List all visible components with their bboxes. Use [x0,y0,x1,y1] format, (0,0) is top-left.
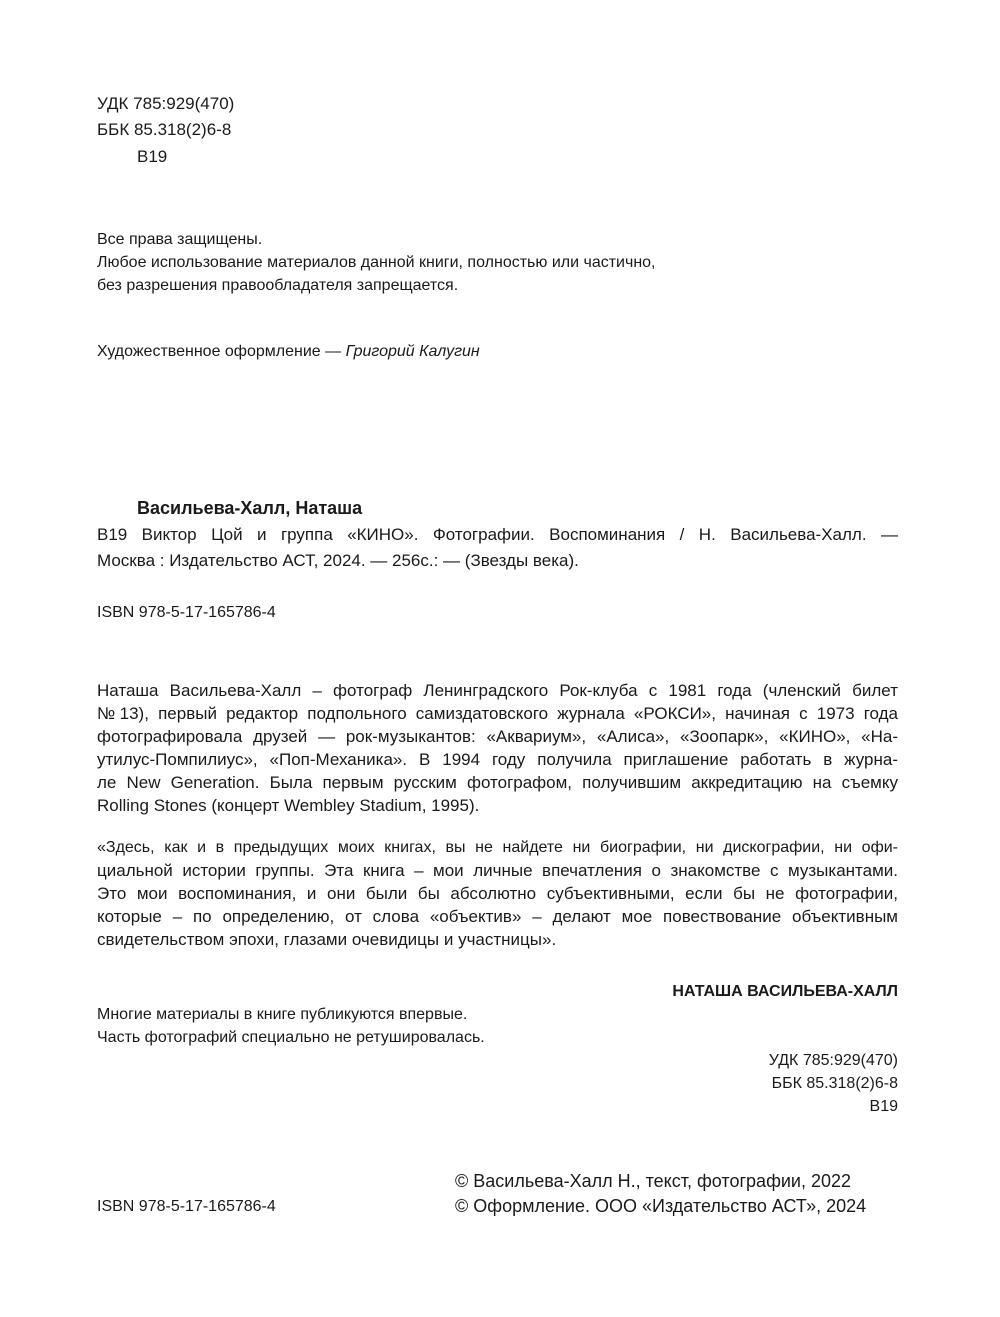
udk-code: УДК 785:929(470) [768,1052,898,1069]
copyright-line: © Оформление. ООО «Издательство АСТ», 2024 [455,1196,867,1216]
quote-line: циальной истории группы. Эта книга – мои личные впечатления о знакомстве с музыкантами. [97,861,898,880]
author-mark: В19 [137,147,168,166]
bio-line: Rolling Stones (концерт Wembley Stadium, 1995). [97,796,480,815]
catalog-line: Москва : Издательство АСТ, 2024. — 256с.: — (Звезды века). [97,551,579,570]
designer-name: Григорий Калугин [345,343,480,360]
signature: НАТАША ВАСИЛЬЕВА-ХАЛЛ [672,983,898,1000]
catalog-isbn: ISBN 978-5-17-165786-4 [97,604,276,621]
design-credit [97,342,480,362]
rights-line: Все права защищены. [97,231,263,248]
author-mark: В19 [869,1098,898,1115]
note-line: Часть фотографий специально не ретушировалась. [97,1029,485,1046]
note-line: Многие материалы в книге публикуются впервые. [97,1006,468,1023]
quote-line: которые – по определению, от слова «объектив» – делают мое повествование объективным [97,907,898,926]
catalog-author: Васильева-Халл, Наташа [137,498,363,518]
bio-line: фотографировала друзей — рок-музыкантов: «Аквариум», «Алиса», «Зоопарк», «КИНО», «На- [97,727,898,746]
catalog-line: В19 Виктор Цой и группа «КИНО». Фотографии. Воспоминания / Н. Васильева-Халл. — [97,525,898,544]
quote-line: Это мои воспоминания, и они были бы абсолютно субъективными, если бы не фотографии, [97,884,898,903]
bbk-code: ББК 85.318(2)6-8 [97,120,232,139]
rights-line: без разрешения правообладателя запрещается. [97,277,459,294]
bio-line: ле New Generation. Была первым русским фотографом, получившим аккредитацию на съемку [97,773,898,792]
bio-line: №13), первый редактор подпольного самиздатовского журнала «РОКСИ», начиная с 1973 года [97,704,898,723]
quote-line: свидетельством эпохи, глазами очевидицы и участницы». [97,930,557,949]
bottom-isbn: ISBN 978-5-17-165786-4 [97,1198,276,1215]
bbk-code: ББК 85.318(2)6-8 [771,1075,898,1092]
quote-line: «Здесь, как и в предыдущих моих книгах, вы не найдете ни биографии, ни дискографии, ни офи- [97,839,898,856]
copyright-line: © Васильева-Халл Н., текст, фотографии, 2022 [455,1171,852,1191]
rights-line: Любое использование материалов данной книги, полностью или частично, [97,254,656,271]
design-credit-label: Художественное оформление — [97,343,346,360]
bio-line: Наташа Васильева-Халл – фотограф Ленинградского Рок-клуба с 1981 года (членский билет [97,681,898,700]
udk-code: УДК 785:929(470) [97,94,235,113]
bio-line: утилус-Помпилиус», «Поп-Механика». В 1994 году получила приглашение работать в журна- [97,750,898,769]
